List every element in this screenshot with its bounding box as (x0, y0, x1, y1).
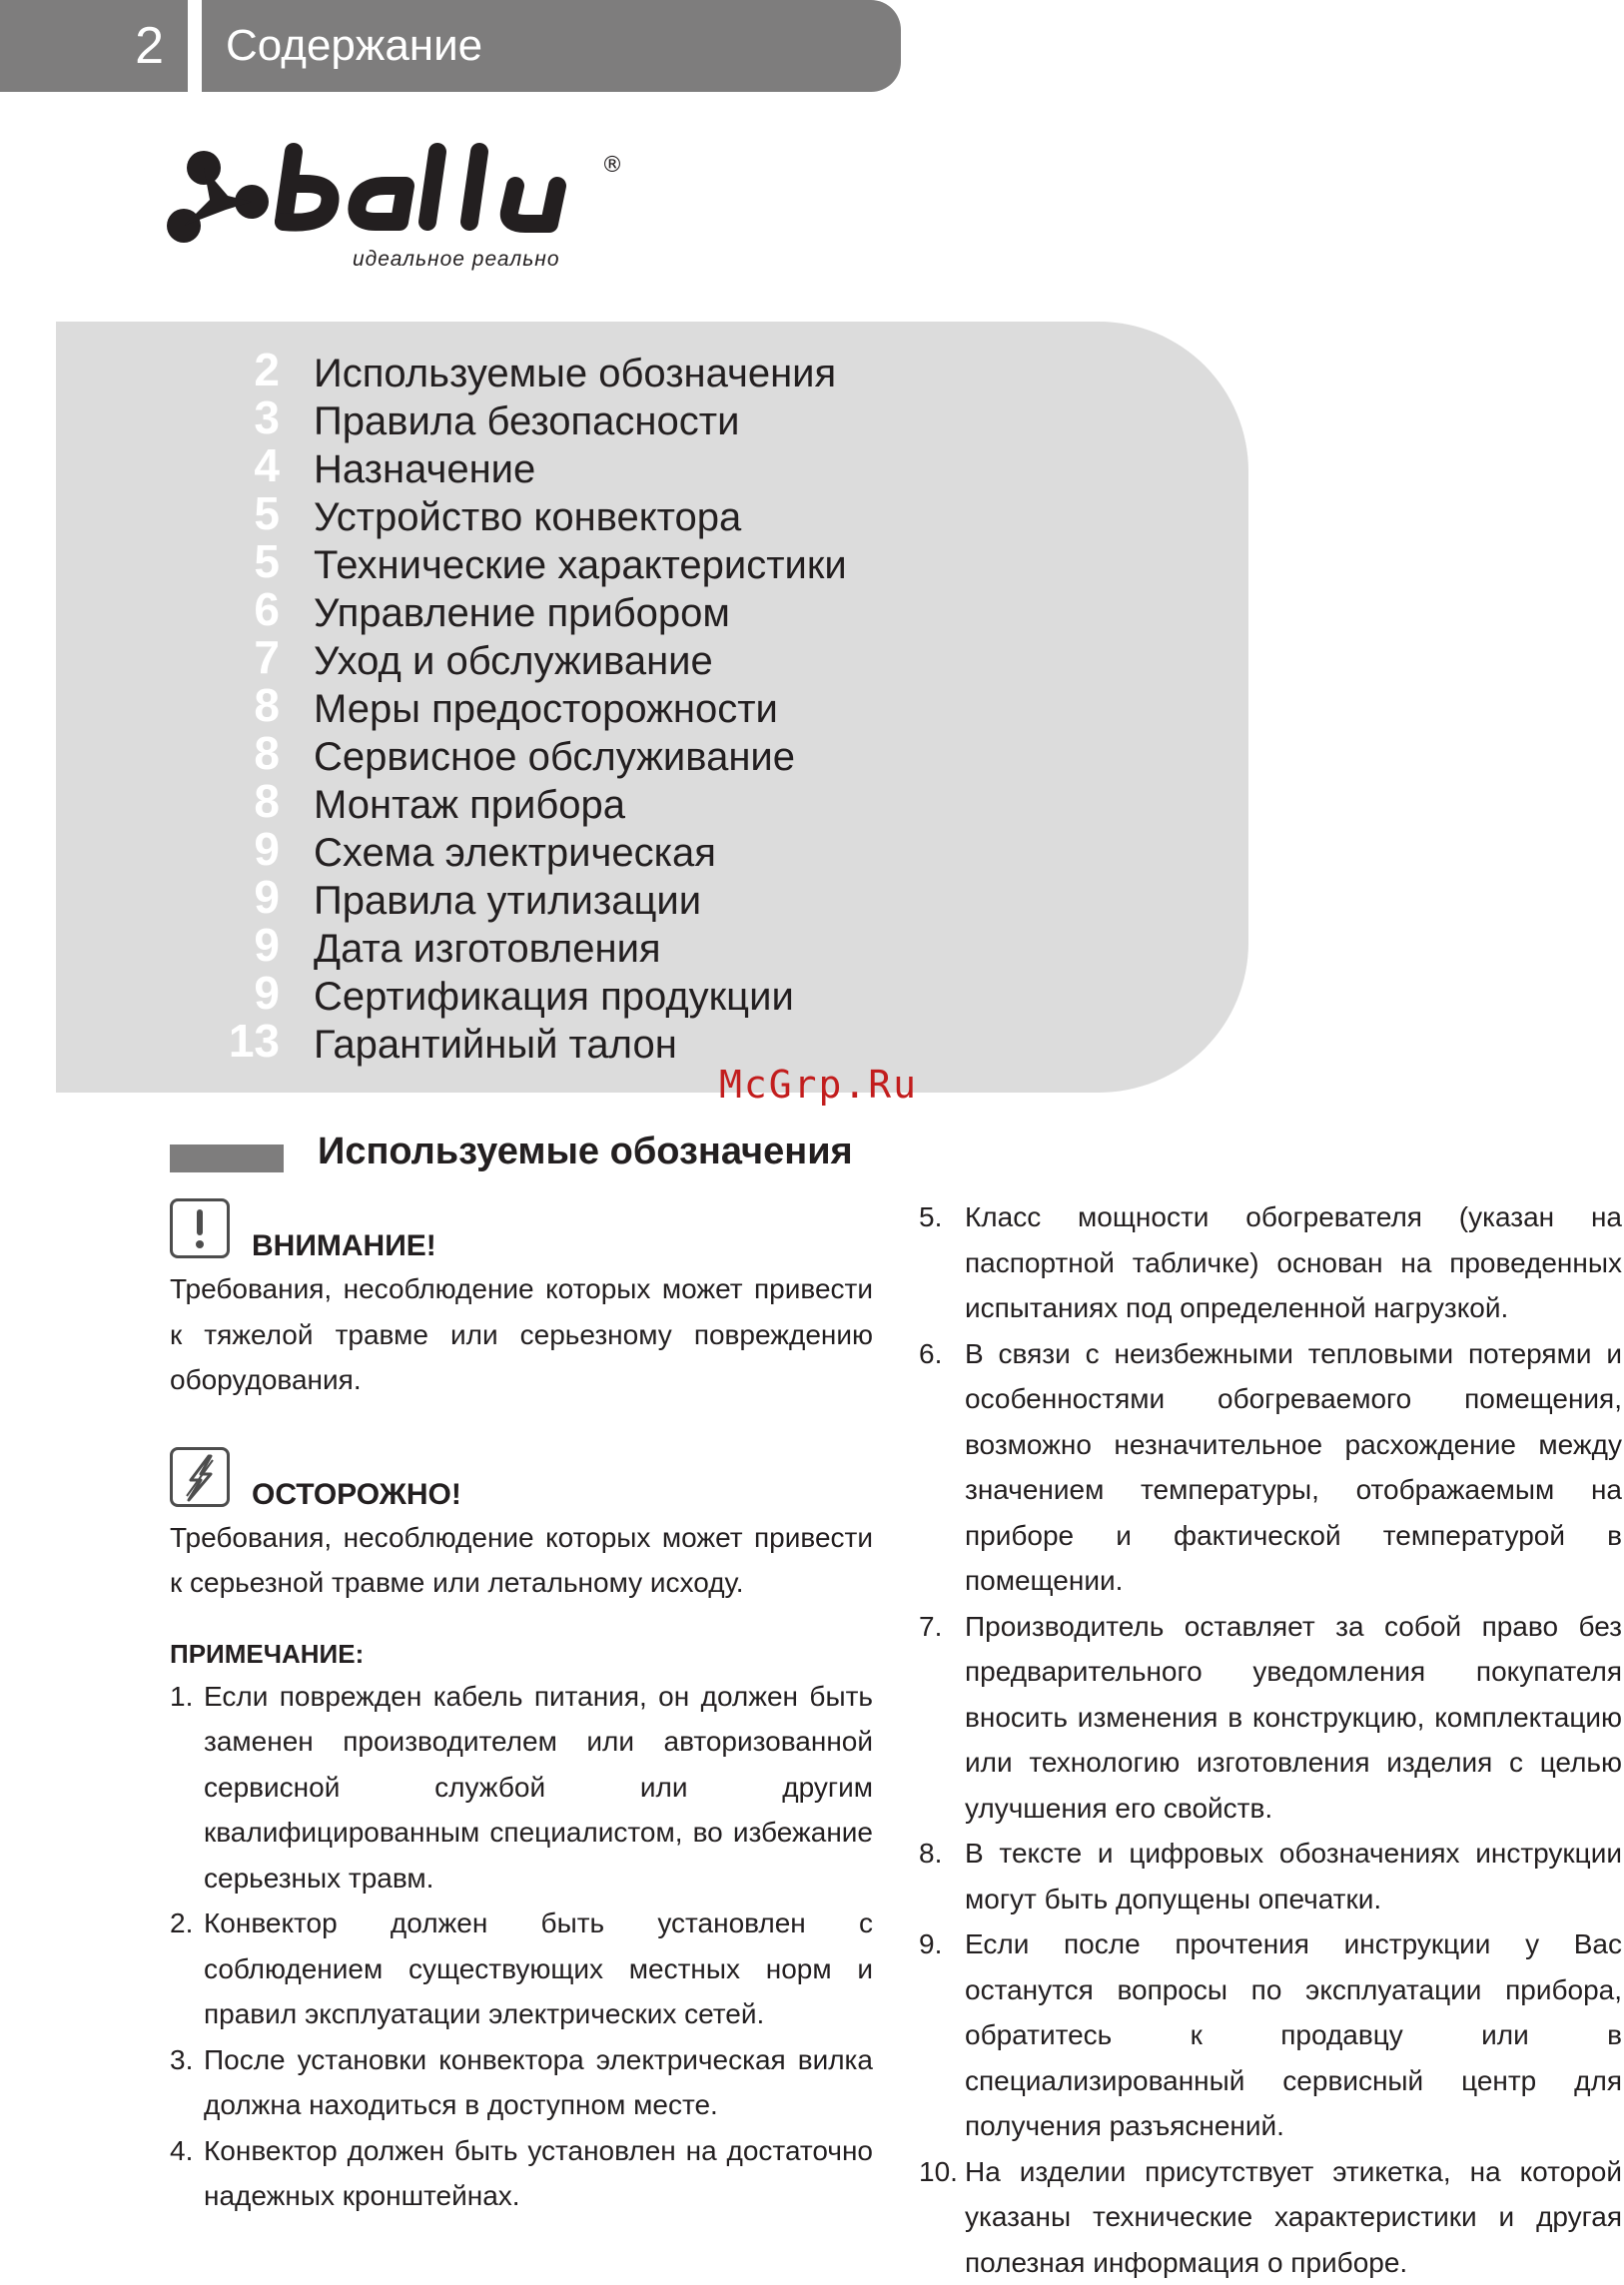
toc-label: Уход и обслуживание (314, 637, 713, 685)
toc-entry (56, 733, 1155, 781)
toc-page-number: 8 (160, 681, 280, 729)
toc-label: Сертификация продукции (314, 973, 794, 1021)
toc-label: Используемые обозначения (314, 350, 836, 397)
toc-page-number: 13 (160, 1017, 280, 1065)
left-column (170, 1194, 873, 2219)
toc-label: Гарантийный талон (314, 1021, 677, 1069)
attention-text: Требования, несоблюдение которых может привести к тяжелой травме или серьезному повреждению оборудования. (170, 1266, 873, 1403)
note-item (919, 1604, 1622, 1832)
toc-label: Правила безопасности (314, 397, 739, 445)
note-text: Класс мощности обогревателя (указан на паспортной табличке) основан на проведенных испытаниях под определенной нагрузкой. (965, 1194, 1622, 1331)
toc-label: Дата изготовления (314, 925, 661, 973)
toc-page-number: 7 (160, 633, 280, 681)
toc-entry (56, 685, 1155, 733)
notes-list-right (919, 1194, 1622, 2285)
toc-label: Сервисное обслуживание (314, 733, 795, 781)
toc-entry (56, 925, 1155, 973)
toc-page-number: 2 (160, 346, 280, 393)
section-bar (170, 1144, 284, 1172)
note-number: 8. (919, 1831, 965, 1921)
note-text: Производитель оставляет за собой право без предварительного уведомления покупателя вносить изменения в конструкцию, комплектацию или технологию изготовления изделия с целью улучшения его свойств. (965, 1604, 1622, 1832)
toc-entry (56, 973, 1155, 1021)
note-number: 6. (919, 1331, 965, 1604)
lightning-icon (170, 1447, 230, 1507)
exclamation-icon (170, 1198, 230, 1258)
toc-entry (56, 397, 1155, 445)
note-item (919, 1194, 1622, 1331)
note-text: Конвектор должен быть установлен с соблюдением существующих местных норм и правил эксплуатации электрических сетей. (204, 1901, 873, 2037)
propeller-icon (167, 151, 269, 243)
attention-title: ВНИМАНИЕ! (252, 1228, 436, 1264)
toc-entry (56, 781, 1155, 829)
note-number: 7. (919, 1604, 965, 1832)
toc-page-number: 5 (160, 537, 280, 585)
toc-entry (56, 829, 1155, 877)
note-item (170, 2128, 873, 2219)
right-column (919, 1194, 1622, 2285)
toc-label: Монтаж прибора (314, 781, 625, 829)
note-item (170, 1674, 873, 1902)
toc-page-number: 4 (160, 441, 280, 489)
note-item (919, 1921, 1622, 2149)
registered-mark: ® (601, 153, 623, 178)
toc-page-number: 9 (160, 873, 280, 921)
toc-entry (56, 1021, 1155, 1069)
toc-entry (56, 445, 1155, 493)
toc-page-number: 8 (160, 729, 280, 777)
note-text: Если после прочтения инструкции у Вас останутся вопросы по эксплуатации прибора, обратитесь к продавцу или в специализированный сервисный центр для получения разъяснений. (965, 1921, 1622, 2149)
attention-heading (170, 1198, 873, 1258)
note-number: 2. (170, 1901, 204, 2037)
note-number: 10. (919, 2149, 965, 2285)
toc-page-number: 9 (160, 921, 280, 969)
caution-title: ОСТОРОЖНО! (252, 1477, 461, 1513)
toc-label: Управление прибором (314, 589, 730, 637)
note-number: 4. (170, 2128, 204, 2219)
toc-label: Технические характеристики (314, 541, 847, 589)
note-item (919, 2149, 1622, 2285)
note-text: На изделии присутствует этикетка, на которой указаны технические характеристики и другая полезная информация о приборе. (965, 2149, 1622, 2285)
toc-page-number: 6 (160, 585, 280, 633)
note-number: 5. (919, 1194, 965, 1331)
toc-label: Устройство конвектора (314, 493, 741, 541)
watermark: McGrp.Ru (719, 1063, 918, 1107)
caution-text: Требования, несоблюдение которых может привести к серьезной травме или летальному исходу. (170, 1515, 873, 1606)
note-text: После установки конвектора электрическая вилка должна находиться в доступном месте. (204, 2037, 873, 2128)
toc-entry (56, 589, 1155, 637)
note-text: Конвектор должен быть установлен на достаточно надежных кронштейнах. (204, 2128, 873, 2219)
note-item (919, 1831, 1622, 1921)
section-title: Используемые обозначения (318, 1131, 853, 1173)
note-number: 1. (170, 1674, 204, 1902)
page-title: Содержание (202, 0, 901, 92)
note-title: ПРИМЕЧАНИЕ: (170, 1634, 873, 1674)
toc-entry (56, 877, 1155, 925)
toc-page-number: 8 (160, 777, 280, 825)
toc-entry (56, 541, 1155, 589)
toc-label: Назначение (314, 445, 535, 493)
toc-entry (56, 350, 1155, 397)
note-item (170, 2037, 873, 2128)
toc-label: Схема электрическая (314, 829, 716, 877)
note-number: 3. (170, 2037, 204, 2128)
note-item (919, 1331, 1622, 1604)
table-of-contents (56, 322, 1248, 1093)
toc-entry (56, 637, 1155, 685)
note-text: В тексте и цифровых обозначениях инструкции могут быть допущены опечатки. (965, 1831, 1622, 1921)
toc-page-number: 9 (160, 969, 280, 1017)
note-text: Если поврежден кабель питания, он должен быть заменен производителем или авторизованной сервисной службой или другим квалифицированным специалистом, во избежание серьезных травм. (204, 1674, 873, 1902)
toc-page-number: 5 (160, 489, 280, 537)
caution-heading (170, 1447, 873, 1507)
note-item (170, 1901, 873, 2037)
page-number: 2 (0, 0, 188, 92)
toc-page-number: 3 (160, 393, 280, 441)
toc-label: Правила утилизации (314, 877, 701, 925)
note-number: 9. (919, 1921, 965, 2149)
note-text: В связи с неизбежными тепловыми потерями и особенностями обогреваемого помещения, возможно незначительное расхождение между значением температуры, отображаемым на приборе и фактической температурой в помещении. (965, 1331, 1622, 1604)
toc-label: Меры предосторожности (314, 685, 778, 733)
notes-list-left (170, 1674, 873, 2219)
toc-entry (56, 493, 1155, 541)
toc-page-number: 9 (160, 825, 280, 873)
logo-slogan: идеальное реально (353, 248, 560, 272)
